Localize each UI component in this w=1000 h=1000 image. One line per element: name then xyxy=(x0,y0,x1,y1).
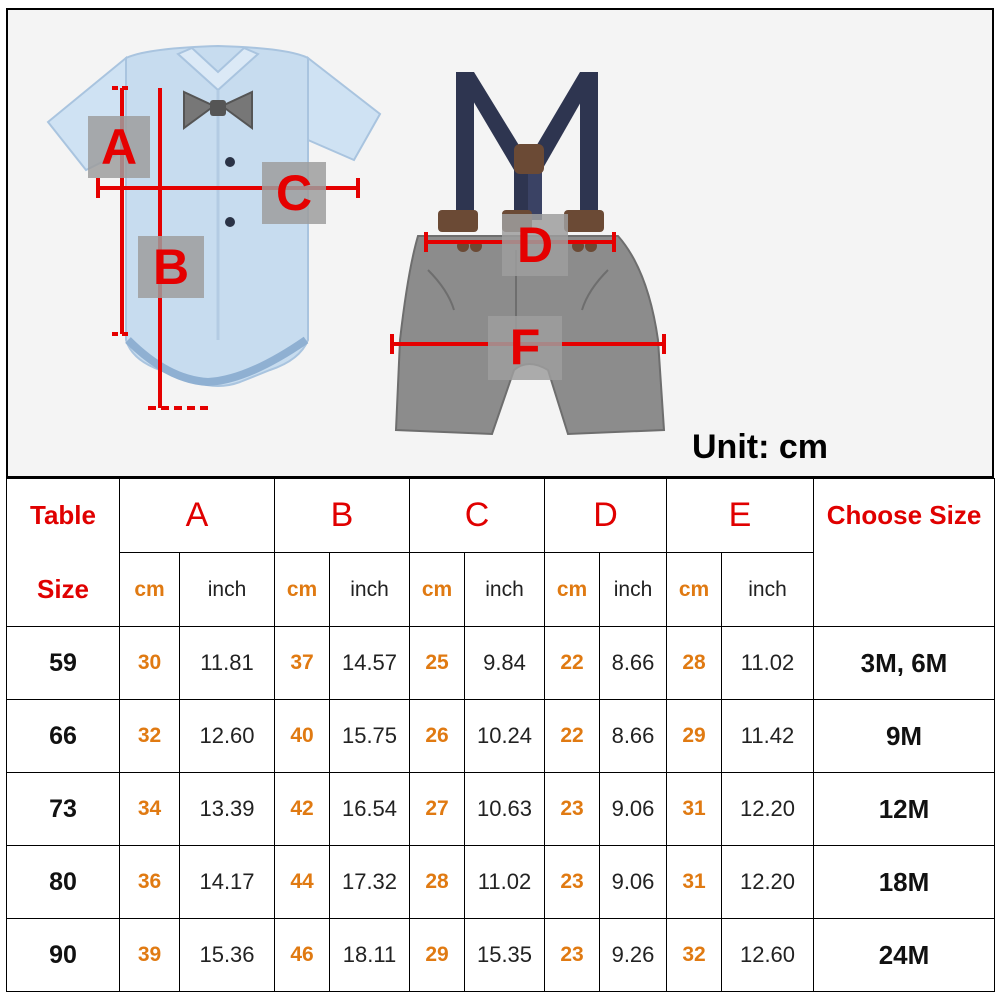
choose-size-cell: 24M xyxy=(814,919,995,992)
inch-cell-b: 14.57 xyxy=(330,627,410,700)
inch-cell-e: 12.20 xyxy=(722,846,814,919)
choose-size-blank xyxy=(814,553,995,627)
inch-cell-e: 12.60 xyxy=(722,919,814,992)
table-unit-row xyxy=(7,553,995,627)
table-header-row xyxy=(7,479,995,553)
cm-cell-d: 23 xyxy=(545,846,600,919)
cm-cell-c: 28 xyxy=(410,846,465,919)
unit-inch: inch xyxy=(465,553,545,627)
inch-cell-c: 15.35 xyxy=(465,919,545,992)
garment-diagram-panel xyxy=(6,8,994,478)
column-header-d: D xyxy=(545,479,667,553)
cm-cell-a: 36 xyxy=(120,846,180,919)
table-row xyxy=(7,627,995,700)
romper-illustration xyxy=(48,46,380,386)
cm-cell-a: 34 xyxy=(120,773,180,846)
header-table: Table xyxy=(7,479,120,553)
choose-size-cell: 18M xyxy=(814,846,995,919)
choose-size-cell: 9M xyxy=(814,700,995,773)
unit-inch: inch xyxy=(600,553,667,627)
inch-cell-a: 11.81 xyxy=(180,627,275,700)
inch-cell-c: 10.63 xyxy=(465,773,545,846)
choose-size-cell: 3M, 6M xyxy=(814,627,995,700)
inch-cell-d: 8.66 xyxy=(600,627,667,700)
label-b: B xyxy=(152,239,190,295)
size-cell: 59 xyxy=(7,627,120,700)
inch-cell-e: 11.02 xyxy=(722,627,814,700)
column-header-c: C xyxy=(410,479,545,553)
unit-inch: inch xyxy=(722,553,814,627)
label-f: F xyxy=(509,319,541,375)
column-header-b: B xyxy=(275,479,410,553)
cm-cell-b: 46 xyxy=(275,919,330,992)
size-cell: 66 xyxy=(7,700,120,773)
column-header-a: A xyxy=(120,479,275,553)
inch-cell-c: 9.84 xyxy=(465,627,545,700)
unit-cm: cm xyxy=(275,553,330,627)
size-cell: 80 xyxy=(7,846,120,919)
unit-inch: inch xyxy=(330,553,410,627)
inch-cell-e: 12.20 xyxy=(722,773,814,846)
cm-cell-b: 40 xyxy=(275,700,330,773)
cm-cell-a: 32 xyxy=(120,700,180,773)
inch-cell-d: 9.06 xyxy=(600,846,667,919)
column-header-e: E xyxy=(667,479,814,553)
unit-inch: inch xyxy=(180,553,275,627)
header-choose-size: Choose Size xyxy=(814,479,995,553)
inch-cell-d: 9.06 xyxy=(600,773,667,846)
inch-cell-b: 18.11 xyxy=(330,919,410,992)
inch-cell-c: 11.02 xyxy=(465,846,545,919)
cm-cell-b: 37 xyxy=(275,627,330,700)
size-table xyxy=(6,478,995,992)
inch-cell-a: 12.60 xyxy=(180,700,275,773)
choose-size-cell: 12M xyxy=(814,773,995,846)
inch-cell-a: 14.17 xyxy=(180,846,275,919)
inch-cell-b: 15.75 xyxy=(330,700,410,773)
cm-cell-d: 23 xyxy=(545,773,600,846)
garment-diagram xyxy=(8,10,992,476)
unit-cm: cm xyxy=(667,553,722,627)
label-d: D xyxy=(516,217,554,273)
inch-cell-b: 17.32 xyxy=(330,846,410,919)
cm-cell-b: 44 xyxy=(275,846,330,919)
cm-cell-b: 42 xyxy=(275,773,330,846)
inch-cell-a: 15.36 xyxy=(180,919,275,992)
table-row xyxy=(7,700,995,773)
inch-cell-e: 11.42 xyxy=(722,700,814,773)
inch-cell-a: 13.39 xyxy=(180,773,275,846)
inch-cell-d: 9.26 xyxy=(600,919,667,992)
cm-cell-e: 29 xyxy=(667,700,722,773)
size-cell: 73 xyxy=(7,773,120,846)
unit-label: Unit: cm xyxy=(692,428,828,466)
cm-cell-d: 22 xyxy=(545,700,600,773)
cm-cell-e: 31 xyxy=(667,846,722,919)
unit-cm: cm xyxy=(120,553,180,627)
unit-cm: cm xyxy=(545,553,600,627)
inch-cell-d: 8.66 xyxy=(600,700,667,773)
cm-cell-a: 30 xyxy=(120,627,180,700)
table-row xyxy=(7,846,995,919)
label-a: A xyxy=(100,119,138,175)
cm-cell-d: 23 xyxy=(545,919,600,992)
label-c: C xyxy=(275,165,313,221)
cm-cell-c: 27 xyxy=(410,773,465,846)
cm-cell-a: 39 xyxy=(120,919,180,992)
cm-cell-e: 28 xyxy=(667,627,722,700)
cm-cell-c: 26 xyxy=(410,700,465,773)
cm-cell-c: 25 xyxy=(410,627,465,700)
header-size: Size xyxy=(7,553,120,627)
unit-cm: cm xyxy=(410,553,465,627)
table-row xyxy=(7,773,995,846)
inch-cell-c: 10.24 xyxy=(465,700,545,773)
cm-cell-d: 22 xyxy=(545,627,600,700)
cm-cell-e: 31 xyxy=(667,773,722,846)
cm-cell-e: 32 xyxy=(667,919,722,992)
size-cell: 90 xyxy=(7,919,120,992)
cm-cell-c: 29 xyxy=(410,919,465,992)
table-row xyxy=(7,919,995,992)
inch-cell-b: 16.54 xyxy=(330,773,410,846)
